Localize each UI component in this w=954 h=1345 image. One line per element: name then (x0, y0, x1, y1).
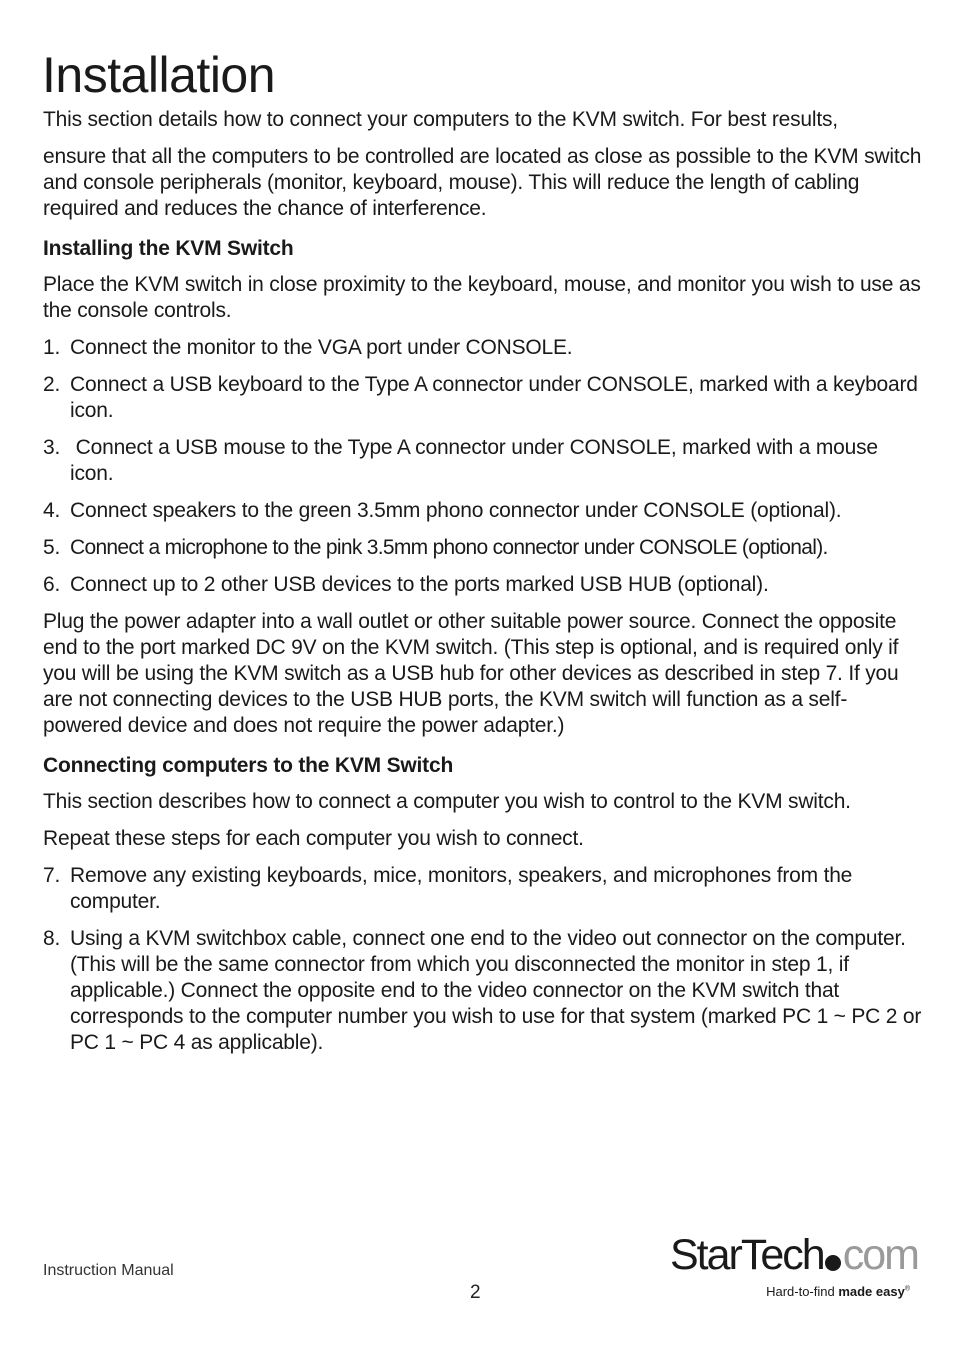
step-item (43, 926, 923, 1056)
step-item (43, 435, 923, 487)
logo-tagline (766, 1284, 910, 1299)
step-item (43, 372, 923, 424)
registered-mark: ® (904, 1285, 910, 1293)
step-item (43, 863, 923, 915)
logo-domain: com (842, 1231, 918, 1279)
logo-wordmark (670, 1232, 918, 1278)
tagline-bold: made easy (838, 1284, 905, 1299)
main-content (43, 107, 923, 1056)
step-text: Remove any existing keyboards, mice, monitors, speakers, and microphones from the computer. (70, 864, 853, 913)
step-number: 8. (43, 927, 61, 950)
step-number: 6. (43, 573, 61, 596)
startech-logo (670, 1231, 918, 1304)
step-number: 1. (43, 336, 61, 359)
page-title: Installation (42, 47, 276, 103)
step-text: Connect up to 2 other USB devices to the ports marked USB HUB (optional). (70, 573, 769, 596)
step-item (43, 572, 923, 598)
step-text: Connect the monitor to the VGA port under CONSOLE. (70, 336, 573, 359)
step-number: 2. (43, 373, 61, 396)
section-heading-connecting: Connecting computers to the KVM Switch (43, 754, 454, 777)
step-text: Connect a microphone to the pink 3.5mm phono connector under CONSOLE (optional). (70, 536, 828, 559)
step-number: 7. (43, 864, 61, 887)
step-number: 5. (43, 536, 61, 559)
intro-paragraph-1: This section details how to connect your computers to the KVM switch. For best results, (43, 108, 838, 131)
step-text: Using a KVM switchbox cable, connect one end to the video out connector on the computer. (This will be the same connector from which you disconnected the monitor in step 1, if applicable.) Connect the opposite end to the video connector on the KVM switch that corresponds to the computer number you wish to use for that system (marked PC 1 ~ PC 2 or PC 1 ~ PC 4 as applicable). (70, 927, 922, 1054)
intro-paragraph-2: ensure that all the computers to be controlled are located as close as possible to the KVM switch and console peripherals (monitor, keyboard, mouse). This will reduce the length of cabling required and reduces the chance of interference. (43, 145, 922, 220)
step-item (43, 498, 923, 524)
footer-label: Instruction Manual (43, 1262, 174, 1279)
section1-intro: Place the KVM switch in close proximity to the keyboard, mouse, and monitor you wish to use as the console controls. (43, 273, 921, 322)
tagline-light: Hard-to-find (766, 1284, 839, 1299)
step-text: Connect speakers to the green 3.5mm phono connector under CONSOLE (optional). (70, 499, 842, 522)
logo-brand: StarTech (670, 1231, 824, 1279)
section2-intro-2: Repeat these steps for each computer you wish to connect. (43, 827, 584, 850)
step-text: Connect a USB mouse to the Type A connector under CONSOLE, marked with a mouse icon. (70, 436, 884, 485)
power-adapter-note: Plug the power adapter into a wall outlet or other suitable power source. Connect the opposite end to the port marked DC 9V on the KVM switch. (This step is optional, and is required only if you will be using the KVM switch as a USB hub for other devices as described in step 7. If you are not connecting devices to the USB HUB ports, the KVM switch will function as a self-powered device and does not require the power adapter.) (43, 610, 899, 737)
step-item (43, 335, 923, 361)
section2-intro-1: This section describes how to connect a computer you wish to control to the KVM switch. (43, 790, 851, 813)
section-heading-installing: Installing the KVM Switch (43, 237, 294, 260)
step-number: 4. (43, 499, 61, 522)
step-number: 3. (43, 436, 61, 459)
step-text: Connect a USB keyboard to the Type A connector under CONSOLE, marked with a keyboard icon. (70, 373, 918, 422)
step-item (43, 535, 923, 561)
page-number: 2 (470, 1282, 481, 1303)
logo-dot-icon (825, 1255, 841, 1271)
